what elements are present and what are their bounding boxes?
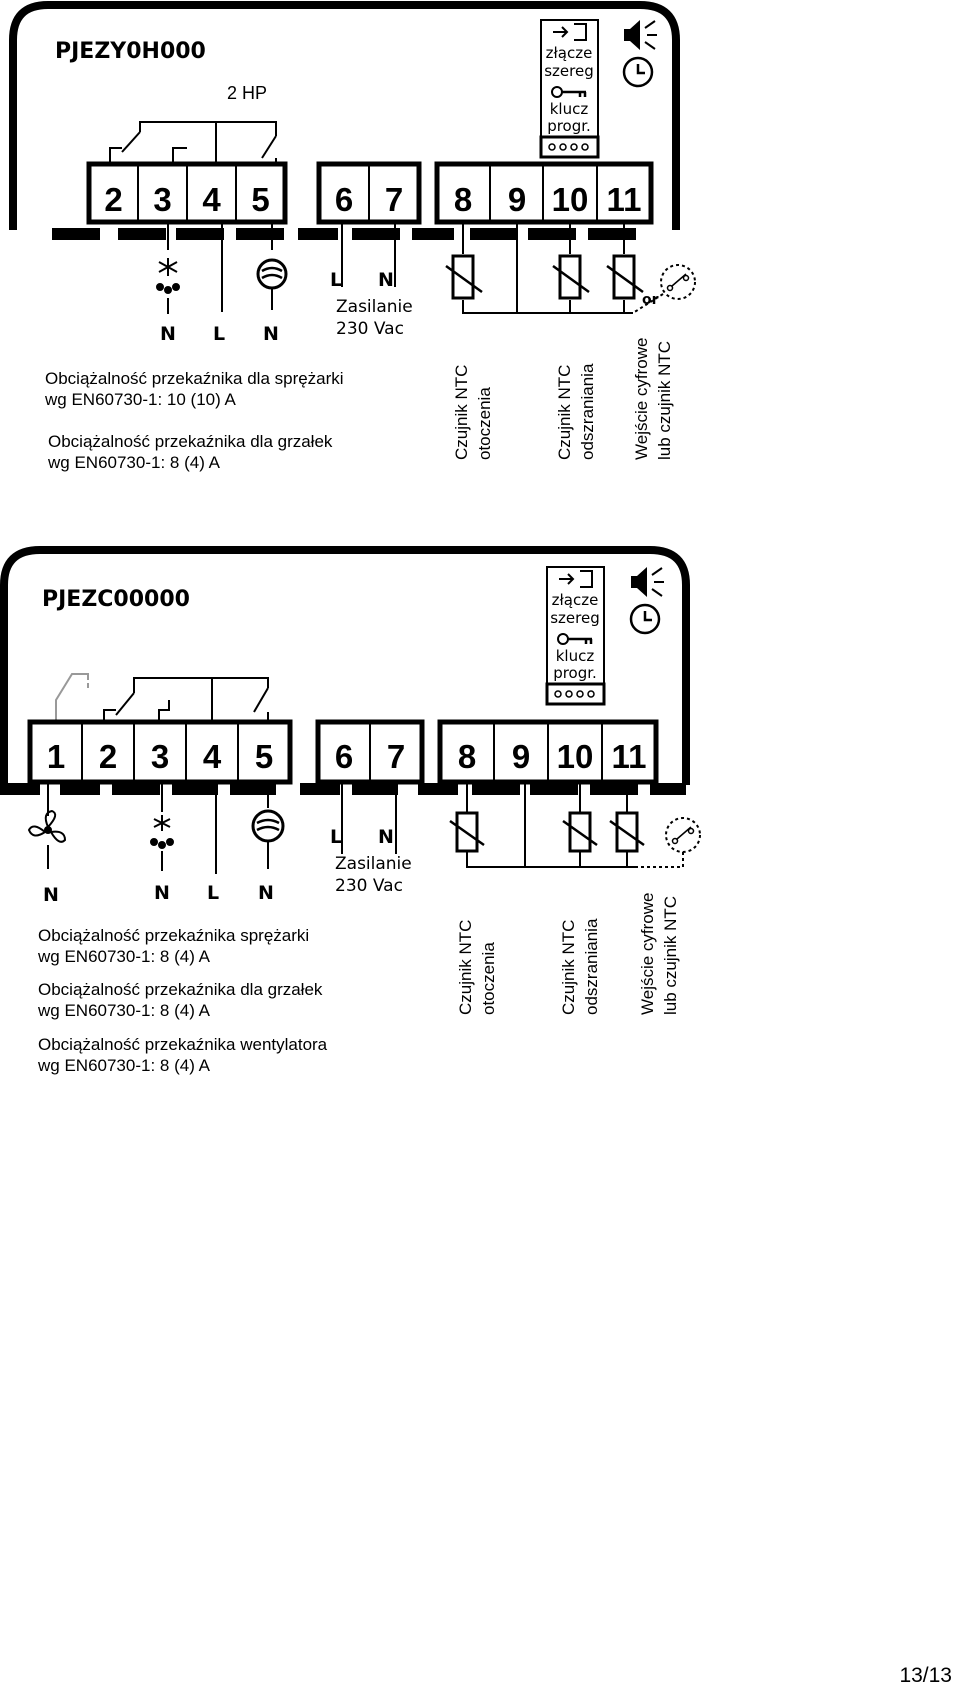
- terminal-7: 7: [386, 738, 406, 775]
- wiring-diagram-pjezc00000: [0, 545, 960, 1085]
- terminal-4: 4: [202, 181, 221, 218]
- terminal-3-neutral-label: N: [154, 882, 170, 904]
- terminal-1-neutral-label: N: [43, 884, 59, 906]
- page-number: 13/13: [899, 1664, 952, 1687]
- terminal-3: 3: [153, 181, 172, 218]
- note-compressor-rating: wg EN60730-1: 10 (10) A: [45, 390, 236, 409]
- terminal-2: 2: [104, 181, 123, 218]
- terminal-2: 2: [98, 738, 118, 775]
- serial-label-2: szereg: [544, 62, 594, 80]
- sensor-defrost-label: Czujnik NTC: [559, 919, 578, 1015]
- digital-input-label-2: lub czujnik NTC: [655, 340, 674, 460]
- terminal-10: 10: [556, 738, 594, 775]
- terminal-5-neutral-label: N: [263, 323, 279, 345]
- wiring-diagram-pjezy0h000: [0, 0, 960, 480]
- terminal-5: 5: [251, 181, 270, 218]
- relay-contacts: [110, 122, 276, 162]
- compressor-icon: [253, 811, 283, 869]
- ntc-sensor-ambient-icon: [446, 256, 482, 298]
- terminal-block-b: [318, 722, 422, 782]
- sensor-defrost-label: Czujnik NTC: [555, 364, 574, 460]
- supply-voltage: 230 Vac: [335, 876, 403, 896]
- compressor-icon: [258, 260, 286, 310]
- supply-l-label: L: [330, 269, 343, 291]
- serial-label: złącze: [545, 44, 593, 62]
- model-name: PJEZY0H000: [55, 39, 206, 64]
- relay-contacts: [56, 674, 268, 720]
- note-heater-relay: Obciążalność przekaźnika dla grzałek: [48, 432, 333, 451]
- digital-input-label: Wejście cyfrowe: [638, 892, 657, 1015]
- note-fan-rating: wg EN60730-1: 8 (4) A: [38, 1056, 210, 1075]
- buzzer-icon: [624, 20, 657, 50]
- terminal-4-line-label: L: [206, 882, 220, 904]
- controller-bottom-edge: [52, 228, 636, 240]
- terminal-5-neutral-label: N: [258, 882, 274, 904]
- supply-l-label: L: [330, 826, 343, 848]
- terminal-7: 7: [384, 181, 404, 218]
- supply-label: Zasilanie: [335, 854, 412, 874]
- terminal-10: 10: [551, 181, 589, 218]
- note-heater-relay: Obciążalność przekaźnika dla grzałek: [38, 980, 323, 999]
- note-compressor-relay: Obciążalność przekaźnika sprężarki: [38, 926, 310, 945]
- serial-label-2: szereg: [550, 609, 600, 627]
- terminal-block-c: [440, 722, 656, 782]
- sensor-ambient-label: Czujnik NTC: [452, 364, 471, 460]
- ntc-sensor-digital-icon: [610, 813, 644, 851]
- fan-icon: [29, 811, 65, 869]
- terminal-block-c: [437, 164, 651, 222]
- model-name: PJEZC00000: [42, 587, 190, 612]
- terminal-4: 4: [202, 738, 222, 775]
- key-label-2: progr.: [553, 664, 597, 682]
- hp-label: 2 HP: [227, 83, 268, 103]
- terminal-11: 11: [611, 738, 647, 775]
- terminal-3-neutral-label: N: [160, 323, 176, 345]
- digital-input-icon: [637, 818, 700, 867]
- supply-voltage: 230 Vac: [336, 319, 404, 339]
- serial-port-box: [547, 567, 604, 704]
- terminal-5: 5: [254, 738, 274, 775]
- digital-input-label-2: lub czujnik NTC: [661, 895, 680, 1015]
- digital-input-label: Wejście cyfrowe: [632, 337, 651, 460]
- sensor-ambient-label: Czujnik NTC: [456, 919, 475, 1015]
- terminal-8: 8: [457, 738, 477, 775]
- note-heater-rating: wg EN60730-1: 8 (4) A: [48, 453, 220, 472]
- terminal-1: 1: [46, 738, 66, 775]
- ntc-sensor-defrost-icon: [563, 813, 597, 851]
- supply-n-label: N: [378, 826, 394, 848]
- key-label: klucz: [555, 647, 595, 665]
- key-label-2: progr.: [547, 117, 591, 135]
- sensor-defrost-label-2: odszraniania: [582, 918, 601, 1015]
- defrost-icon: [151, 815, 173, 871]
- supply-label: Zasilanie: [336, 297, 413, 317]
- terminal-6: 6: [334, 738, 354, 775]
- clock-icon: [631, 605, 659, 633]
- terminal-8: 8: [453, 181, 473, 218]
- terminal-11: 11: [606, 181, 642, 218]
- terminal-6: 6: [334, 181, 354, 218]
- terminal-9: 9: [511, 738, 531, 775]
- note-fan-relay: Obciążalność przekaźnika wentylatora: [38, 1035, 328, 1054]
- terminal-block-b: [319, 164, 419, 222]
- sensor-ambient-label-2: otoczenia: [479, 942, 498, 1015]
- terminal-4-line-label: L: [212, 323, 226, 345]
- supply-n-label: N: [378, 269, 394, 291]
- terminal-9: 9: [507, 181, 527, 218]
- ntc-sensor-digital-icon: [607, 256, 643, 298]
- note-compressor-rating: wg EN60730-1: 8 (4) A: [38, 947, 210, 966]
- terminal-3: 3: [150, 738, 170, 775]
- ntc-sensor-defrost-icon: [553, 256, 589, 298]
- sensor-defrost-label-2: odszraniania: [578, 363, 597, 460]
- ntc-sensor-ambient-icon: [450, 813, 484, 851]
- defrost-icon: [157, 258, 179, 314]
- clock-icon: [624, 58, 652, 86]
- terminal-block-a: [30, 722, 290, 782]
- serial-port-box: [541, 20, 598, 157]
- note-compressor-relay: Obciążalność przekaźnika dla sprężarki: [45, 369, 344, 388]
- sensor-ambient-label-2: otoczenia: [475, 387, 494, 460]
- terminal-block-a: [89, 164, 285, 222]
- or-label: or: [642, 292, 659, 308]
- buzzer-icon: [631, 567, 664, 597]
- note-heater-rating: wg EN60730-1: 8 (4) A: [38, 1001, 210, 1020]
- key-label: klucz: [549, 100, 589, 118]
- serial-label: złącze: [551, 591, 599, 609]
